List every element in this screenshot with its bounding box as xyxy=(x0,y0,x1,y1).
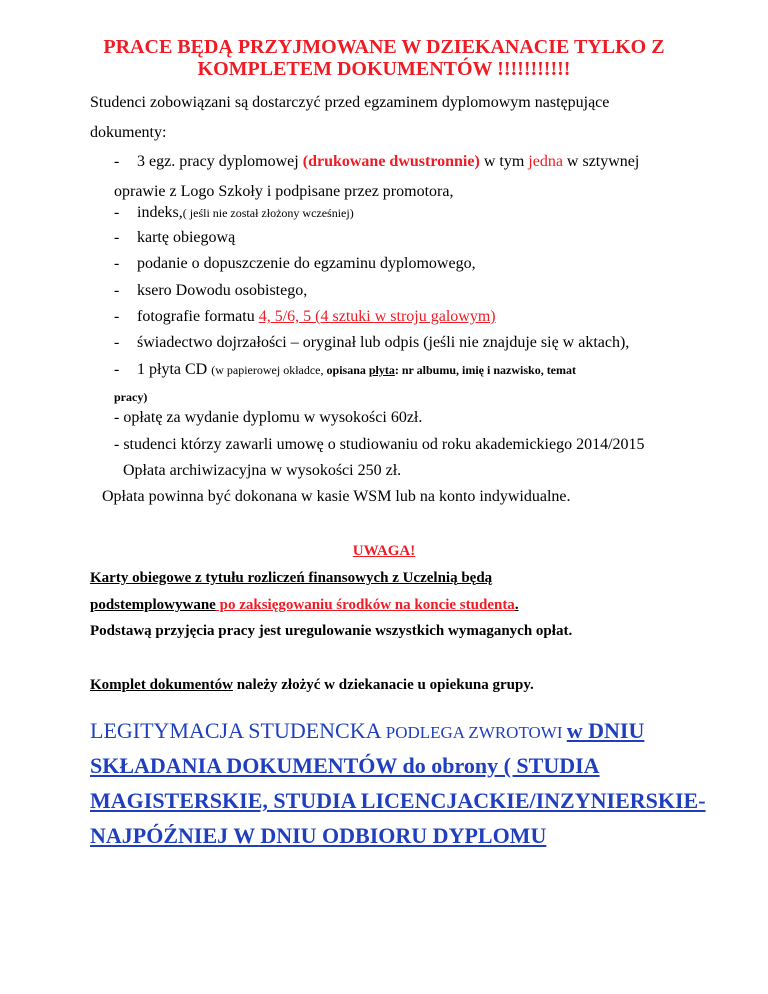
notice-line: Komplet dokumentów należy złożyć w dziekanacie u opiekuna grupy. xyxy=(90,677,534,693)
fee-line: Opłata powinna być dokonana w kasie WSM lub na konto indywidualne. xyxy=(102,488,571,505)
list-item: - świadectwo dojrzałości – oryginał lub odpis (jeśli nie znajduje się w aktach), xyxy=(114,334,630,351)
intro-line-2: dokumenty: xyxy=(90,124,167,141)
title-line-1: PRACE BĘDĄ PRZYJMOWANE W DZIEKANACIE TYLKO Z xyxy=(103,36,665,58)
list-item-continuation: oprawie z Logo Szkoły i podpisane przez promotora, xyxy=(114,183,454,200)
list-item-continuation: pracy) xyxy=(114,390,148,404)
fee-line: - studenci którzy zawarli umowę o studiowaniu od roku akademickiego 2014/2015 xyxy=(114,436,645,453)
notice-heading: UWAGA! xyxy=(352,543,416,559)
title-line-2: KOMPLETEM DOKUMENTÓW !!!!!!!!!!! xyxy=(197,58,571,80)
list-item: - podanie o dopuszczenie do egzaminu dyplomowego, xyxy=(114,255,476,272)
id-card-line: MAGISTERSKIE, STUDIA LICENCJACKIE/INZYNIERSKIE- xyxy=(90,788,706,813)
notice-line: Karty obiegowe z tytułu rozliczeń finansowych z Uczelnią będą xyxy=(90,570,493,586)
fee-line: - opłatę za wydanie dyplomu w wysokości 60zł. xyxy=(114,409,423,426)
list-item: - ksero Dowodu osobistego, xyxy=(114,282,308,299)
fee-line: Opłata archiwizacyjna w wysokości 250 zł. xyxy=(123,462,402,479)
id-card-line: SKŁADANIA DOKUMENTÓW do obrony ( STUDIA xyxy=(90,753,600,778)
notice-line: podstemplowywane po zaksięgowaniu środków na koncie studenta. xyxy=(90,597,519,613)
list-item: - kartę obiegową xyxy=(114,229,236,246)
page-title xyxy=(60,36,708,80)
intro-line-1: Studenci zobowiązani są dostarczyć przed egzaminem dyplomowym następujące xyxy=(90,94,610,111)
notice-line: Podstawą przyjęcia pracy jest uregulowanie wszystkich wymaganych opłat. xyxy=(90,623,573,639)
list-item: - indeks,( jeśli nie został złożony wcześniej) xyxy=(114,204,354,221)
list-item: - 3 egz. pracy dyplomowej (drukowane dwustronnie) w tym jedna w sztywnej xyxy=(114,153,640,170)
id-card-line: NAJPÓŹNIEJ W DNIU ODBIORU DYPLOMU xyxy=(90,823,547,848)
list-item: - fotografie formatu 4, 5/6, 5 (4 sztuki w stroju galowym) xyxy=(114,308,496,325)
id-card-line: LEGITYMACJA STUDENCKA PODLEGA ZWROTOWI w DNIU xyxy=(90,718,645,743)
list-item: - 1 płyta CD (w papierowej okładce, opisana płyta: nr albumu, imię i nazwisko, temat xyxy=(114,361,577,378)
